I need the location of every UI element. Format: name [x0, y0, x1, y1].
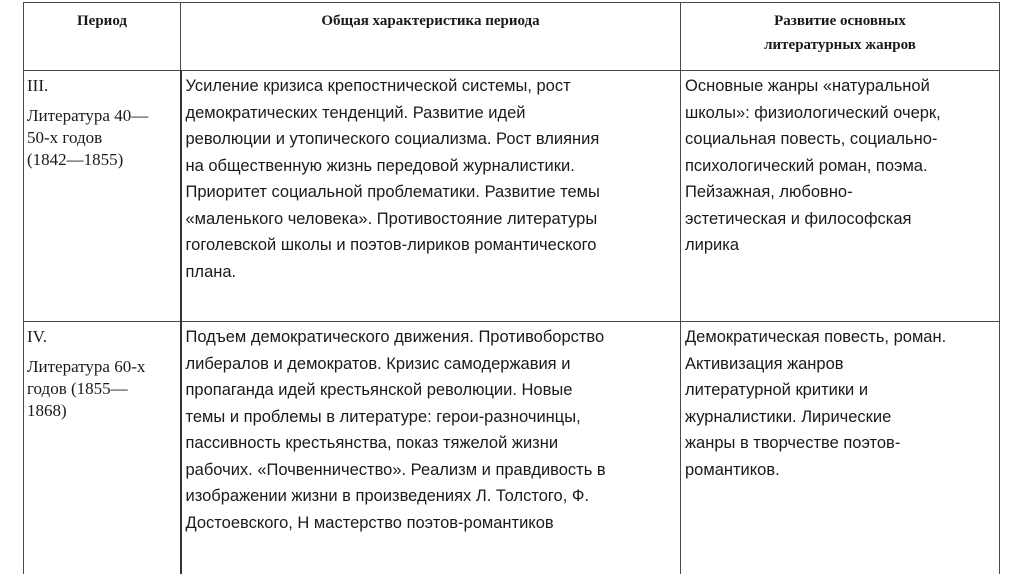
literature-periods-table: [23, 2, 1000, 574]
period-name: Литература 40— 50-х годов (1842—1855): [27, 106, 149, 169]
period-name: Литература 60-х годов (1855— 1868): [27, 357, 146, 420]
characteristics-cell: Усиление кризиса крепостнической системы, рост демократических тенденций. Развитие идей революции и утопического социализма. Рост влияния на общественную жизнь передовой журналистики. Приоритет социальной проблематики. Развитие темы «маленького человека». Противостояние литературы гоголевской школы и поэтов-лириков романтического плана.: [181, 71, 681, 322]
period-number: III.: [27, 76, 49, 95]
header-characteristics: Общая характеристика периода: [181, 3, 681, 71]
characteristics-cell: Подъем демократического движения. Противоборство либералов и демократов. Кризис самодержавия и пропаганда идей крестьянской революции. Новые темы и проблемы в литературе: герои-разночинцы, пассивность крестьянства, показ тяжелой жизни рабочих. «Почвенничество». Реализм и правдивость в изображении жизни в произведениях Л. Толстого, Ф. Достоевского, Н мастерство поэтов-романтиков: [181, 322, 681, 574]
period-cell: [24, 322, 181, 574]
period-cell: [24, 71, 181, 322]
header-genres: Развитие основных литературных жанров: [681, 3, 1000, 71]
table-row: [24, 71, 1000, 322]
genres-cell: Демократическая повесть, роман. Активизация жанров литературной критики и журналистики. Лирические жанры в творчестве поэтов- романтиков.: [681, 322, 1000, 574]
genres-cell: Основные жанры «натуральной школы»: физиологический очерк, социальная повесть, социально- психологический роман, поэма. Пейзажная, любовно- эстетическая и философская лирика: [681, 71, 1000, 322]
header-period: Период: [24, 3, 181, 71]
header-row: [24, 3, 1000, 71]
table-row: [24, 322, 1000, 574]
period-number: IV.: [27, 327, 47, 346]
